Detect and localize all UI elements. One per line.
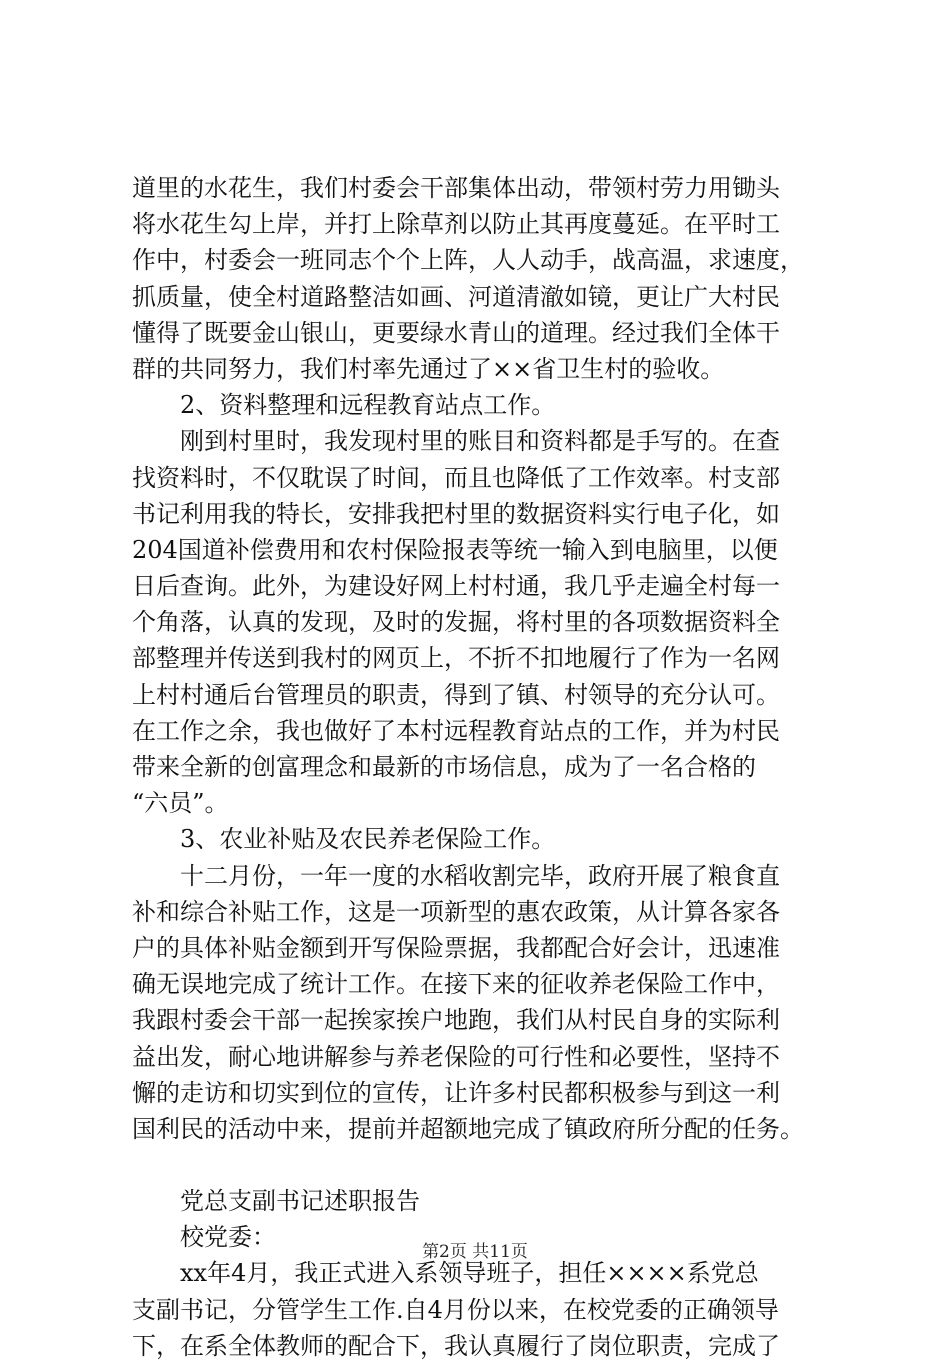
paragraph-gap	[132, 1147, 832, 1183]
text-line: 204国道补偿费用和农村保险报表等统一输入到电脑里，以便	[132, 535, 778, 564]
text-line: 刚到村里时，我发现村里的账目和资料都是手写的。在查	[180, 427, 780, 456]
text-line: 个角落，认真的发现，及时的发掘，将村里的各项数据资料全	[132, 608, 780, 637]
text-line: 上村村通后台管理员的职责，得到了镇、村领导的充分认可。	[132, 680, 780, 709]
section-heading-2: 2、资料整理和远程教育站点工作。	[180, 391, 556, 420]
text-line: 十二月份，一年一度的水稻收割完毕，政府开展了粮食直	[180, 861, 780, 890]
report-title: 党总支副书记述职报告	[180, 1187, 420, 1216]
text-line: 确无误地完成了统计工作。在接下来的征收养老保险工作中，	[132, 970, 780, 999]
text-line: 部整理并传送到我村的网页上，不折不扣地履行了作为一名网	[132, 644, 780, 673]
text-line: 补和综合补贴工作，这是一项新型的惠农政策，从计算各家各	[132, 897, 780, 926]
text-line: 益出发，耐心地讲解参与养老保险的可行性和必要性，坚持不	[132, 1042, 780, 1071]
text-line: 懈的走访和切实到位的宣传，让许多村民都积极参与到这一利	[132, 1078, 780, 1107]
text-line: 将水花生勾上岸，并打上除草剂以防止其再度蔓延。在平时工	[132, 210, 780, 239]
text-line: 下，在系全体教师的配合下，我认真履行了岗位职责，完成了	[132, 1331, 780, 1360]
salutation: 校党委：	[180, 1223, 276, 1252]
text-line: 国利民的活动中来，提前并超额地完成了镇政府所分配的任务。	[132, 1114, 804, 1143]
page-number-footer: 第2页 共11页	[422, 1242, 528, 1262]
text-line: 道里的水花生，我们村委会干部集体出动，带领村劳力用锄头	[132, 174, 780, 202]
text-line: 书记利用我的特长，安排我把村里的数据资料实行电子化，如	[132, 499, 780, 528]
text-line: 支副书记，分管学生工作.自4月份以来，在校党委的正确领导	[132, 1295, 779, 1324]
text-line: xx年4月，我正式进入系领导班子，担任××××系党总	[180, 1259, 759, 1288]
text-line: 作中，村委会一班同志个个上阵，人人动手，战高温，求速度，	[132, 246, 804, 275]
body-text	[132, 170, 832, 1364]
text-line: 带来全新的创富理念和最新的市场信息，成为了一名合格的	[132, 753, 756, 781]
text-line: 找资料时，不仅耽误了时间，而且也降低了工作效率。村支部	[132, 463, 780, 492]
text-line: 日后查询。此外，为建设好网上村村通，我几乎走遍全村每一	[132, 572, 780, 601]
text-line: “六员”。	[132, 789, 229, 818]
text-line: 在工作之余，我也做好了本村远程教育站点的工作，并为村民	[132, 716, 780, 745]
text-line: 抓质量，使全村道路整洁如画、河道清澈如镜，更让广大村民	[132, 282, 780, 311]
text-line: 我跟村委会干部一起挨家挨户地跑，我们从村民自身的实际利	[132, 1006, 780, 1035]
text-line: 懂得了既要金山银山，更要绿水青山的道理。经过我们全体干	[132, 318, 780, 347]
text-line: 户的具体补贴金额到开写保险票据，我都配合好会计，迅速准	[132, 933, 780, 962]
text-line: 群的共同努力，我们村率先通过了××省卫生村的验收。	[132, 354, 725, 383]
section-heading-3: 3、农业补贴及农民养老保险工作。	[180, 825, 556, 854]
